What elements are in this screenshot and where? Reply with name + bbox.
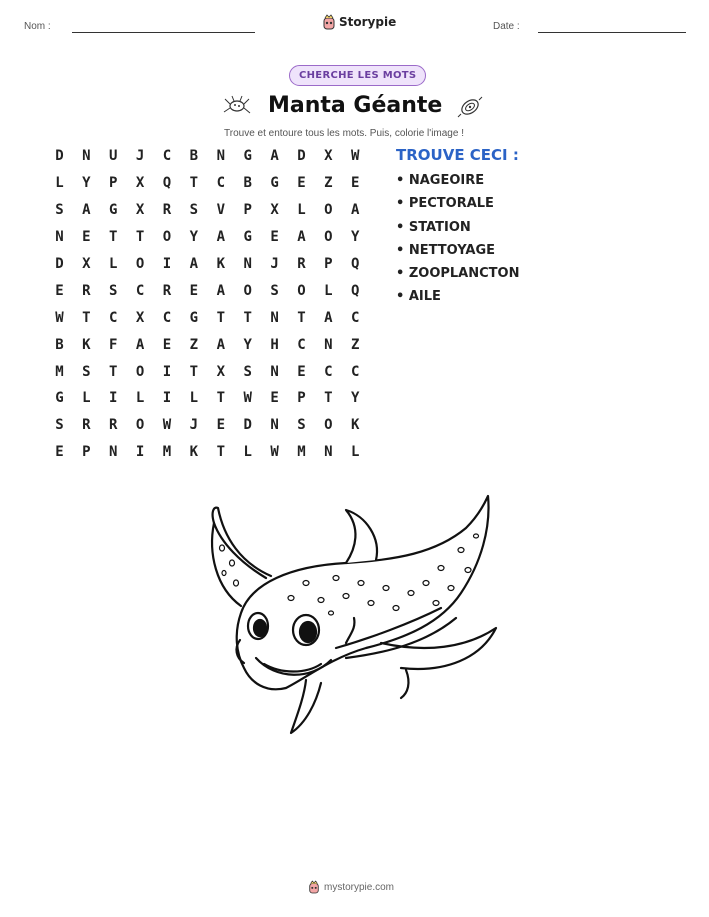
grid-cell: E: [189, 282, 199, 299]
grid-cell: S: [270, 282, 279, 299]
grid-cell: P: [82, 444, 91, 461]
grid-cell: T: [109, 363, 118, 380]
grid-cell: L: [82, 390, 91, 407]
grid-cell: O: [135, 256, 145, 272]
grid-cell: D: [55, 148, 64, 165]
grid-cell: O: [324, 202, 333, 219]
footer: [308, 880, 394, 894]
grid-cell: M: [297, 444, 306, 461]
grid-cell: Z: [189, 336, 199, 353]
grid-cell: K: [82, 336, 91, 353]
grid-cell: W: [55, 309, 64, 326]
grid-cell: I: [135, 444, 145, 461]
grid-cell: L: [189, 390, 199, 407]
word-item: • PECTORALE: [396, 196, 494, 212]
grid-cell: P: [324, 256, 333, 272]
manta-ray-illustration: [196, 488, 508, 738]
grid-cell: K: [351, 417, 360, 434]
grid-cell: N: [216, 148, 225, 165]
grid-cell: R: [297, 256, 306, 272]
grid-cell: O: [297, 282, 306, 299]
activity-badge: CHERCHE LES MOTS: [289, 65, 426, 86]
grid-cell: O: [324, 229, 333, 246]
grid-cell: C: [216, 175, 225, 192]
grid-cell: T: [189, 363, 199, 380]
grid-cell: B: [189, 148, 199, 165]
grid-cell: V: [216, 202, 225, 219]
grid-cell: G: [109, 202, 118, 219]
grid-cell: L: [109, 256, 118, 272]
word-search-grid: [46, 143, 369, 466]
grid-cell: N: [324, 336, 333, 353]
grid-cell: C: [324, 363, 333, 380]
grid-cell: H: [270, 336, 279, 353]
grid-cell: C: [351, 363, 360, 380]
grid-cell: A: [189, 256, 199, 272]
grid-cell: E: [55, 282, 64, 299]
grid-cell: E: [270, 390, 279, 407]
grid-cell: O: [135, 363, 145, 380]
grid-cell: D: [297, 148, 306, 165]
grid-cell: X: [216, 363, 225, 380]
grid-cell: G: [55, 390, 64, 407]
grid-cell: Y: [243, 336, 252, 353]
grid-cell: Y: [189, 229, 199, 246]
grid-cell: D: [55, 256, 64, 272]
grid-cell: O: [324, 417, 333, 434]
grid-cell: J: [270, 256, 279, 272]
word-item: • ZOOPLANCTON: [396, 266, 520, 282]
grid-cell: R: [82, 282, 91, 299]
storypie-logo-icon: [308, 880, 320, 894]
grid-cell: N: [270, 417, 279, 434]
grid-cell: T: [216, 309, 225, 326]
grid-cell: C: [109, 309, 118, 326]
grid-cell: Q: [351, 256, 360, 272]
grid-cell: T: [243, 309, 252, 326]
name-label: Nom :: [24, 21, 51, 32]
grid-cell: S: [82, 363, 91, 380]
grid-cell: I: [109, 390, 118, 407]
grid-cell: X: [135, 202, 145, 219]
grid-cell: G: [270, 175, 279, 192]
grid-cell: L: [243, 444, 252, 461]
name-line: [72, 32, 255, 33]
brand-name: Storypie: [339, 15, 397, 29]
grid-cell: G: [189, 309, 199, 326]
word-list: [396, 173, 519, 313]
grid-cell: L: [297, 202, 306, 219]
grid-cell: T: [82, 309, 91, 326]
grid-cell: N: [270, 363, 279, 380]
grid-cell: T: [297, 309, 306, 326]
grid-cell: L: [351, 444, 360, 461]
grid-cell: N: [82, 148, 91, 165]
grid-cell: Z: [324, 175, 333, 192]
grid-cell: E: [162, 336, 172, 353]
grid-cell: A: [216, 282, 225, 299]
grid-cell: O: [162, 229, 172, 246]
grid-cell: C: [162, 309, 172, 326]
plankton-icon: [222, 94, 252, 118]
grid-cell: E: [297, 363, 306, 380]
grid-cell: D: [243, 417, 252, 434]
grid-cell: O: [243, 282, 252, 299]
grid-cell: E: [297, 175, 306, 192]
footer-url: mystorypie.com: [324, 881, 395, 893]
grid-cell: E: [270, 229, 279, 246]
grid-cell: E: [216, 417, 225, 434]
grid-cell: U: [109, 148, 118, 165]
word-item: • STATION: [396, 219, 471, 235]
grid-cell: I: [162, 256, 172, 272]
grid-cell: L: [324, 282, 333, 299]
grid-cell: T: [135, 229, 145, 246]
grid-cell: A: [351, 202, 360, 219]
grid-cell: W: [351, 148, 360, 165]
grid-cell: X: [82, 256, 91, 272]
grid-cell: I: [162, 363, 172, 380]
grid-cell: R: [109, 417, 118, 434]
page-title: Manta Géante: [268, 93, 443, 118]
date-line: [538, 32, 686, 33]
grid-cell: L: [55, 175, 64, 192]
grid-cell: N: [109, 444, 118, 461]
grid-cell: A: [135, 336, 145, 353]
grid-cell: X: [270, 202, 279, 219]
grid-cell: P: [243, 202, 252, 219]
grid-cell: S: [55, 417, 64, 434]
grid-cell: T: [216, 444, 225, 461]
grid-cell: W: [162, 417, 172, 434]
grid-cell: F: [109, 336, 118, 353]
grid-cell: K: [216, 256, 225, 272]
grid-cell: S: [189, 202, 199, 219]
grid-cell: W: [270, 444, 279, 461]
word-list-title: TROUVE CECI :: [396, 146, 519, 164]
grid-cell: M: [55, 363, 64, 380]
grid-cell: T: [189, 175, 199, 192]
grid-cell: K: [189, 444, 199, 461]
grid-cell: X: [324, 148, 333, 165]
word-item: • NAGEOIRE: [396, 173, 485, 188]
grid-cell: Y: [82, 175, 91, 192]
grid-cell: M: [162, 444, 172, 461]
grid-cell: A: [216, 229, 225, 246]
grid-cell: E: [55, 444, 64, 461]
grid-cell: G: [243, 229, 252, 246]
grid-cell: N: [243, 256, 252, 272]
grid-cell: S: [243, 363, 252, 380]
grid-cell: S: [297, 417, 306, 434]
grid-cell: W: [243, 390, 252, 407]
grid-cell: R: [162, 202, 172, 219]
grid-cell: I: [162, 390, 172, 407]
grid-cell: S: [55, 202, 64, 219]
grid-cell: J: [135, 148, 145, 165]
grid-cell: E: [82, 229, 91, 246]
grid-cell: Q: [351, 282, 360, 299]
grid-cell: R: [162, 282, 172, 299]
grid-cell: Y: [351, 390, 360, 407]
date-label: Date :: [493, 21, 520, 32]
grid-cell: N: [55, 229, 64, 246]
grid-cell: A: [270, 148, 279, 165]
grid-cell: X: [135, 309, 145, 326]
grid-cell: B: [243, 175, 252, 192]
grid-cell: C: [297, 336, 306, 353]
grid-cell: P: [109, 175, 118, 192]
grid-cell: A: [82, 202, 91, 219]
plankton-icon: [456, 94, 484, 120]
grid-cell: G: [243, 148, 252, 165]
grid-cell: C: [351, 309, 360, 326]
grid-cell: A: [297, 229, 306, 246]
grid-cell: C: [162, 148, 172, 165]
grid-cell: T: [109, 229, 118, 246]
grid-cell: T: [216, 390, 225, 407]
grid-cell: R: [82, 417, 91, 434]
grid-cell: A: [324, 309, 333, 326]
grid-cell: A: [216, 336, 225, 353]
word-item: • AILE: [396, 289, 441, 305]
grid-cell: N: [270, 309, 279, 326]
grid-cell: Z: [351, 336, 360, 353]
grid-cell: O: [135, 417, 145, 434]
grid-cell: X: [135, 175, 145, 192]
grid-cell: P: [297, 390, 306, 407]
grid-cell: C: [135, 282, 145, 299]
grid-cell: N: [324, 444, 333, 461]
grid-cell: B: [55, 336, 64, 353]
storypie-logo-icon: [322, 14, 336, 30]
grid-cell: T: [324, 390, 333, 407]
grid-cell: L: [135, 390, 145, 407]
grid-cell: Y: [351, 229, 360, 246]
instructions: Trouve et entoure tous les mots. Puis, colorie l'image !: [224, 128, 464, 139]
brand-logo: [322, 14, 396, 30]
word-item: • NETTOYAGE: [396, 242, 495, 258]
grid-cell: E: [351, 175, 360, 192]
grid-cell: J: [189, 417, 199, 434]
grid-cell: S: [109, 282, 118, 299]
grid-cell: Q: [162, 175, 172, 192]
